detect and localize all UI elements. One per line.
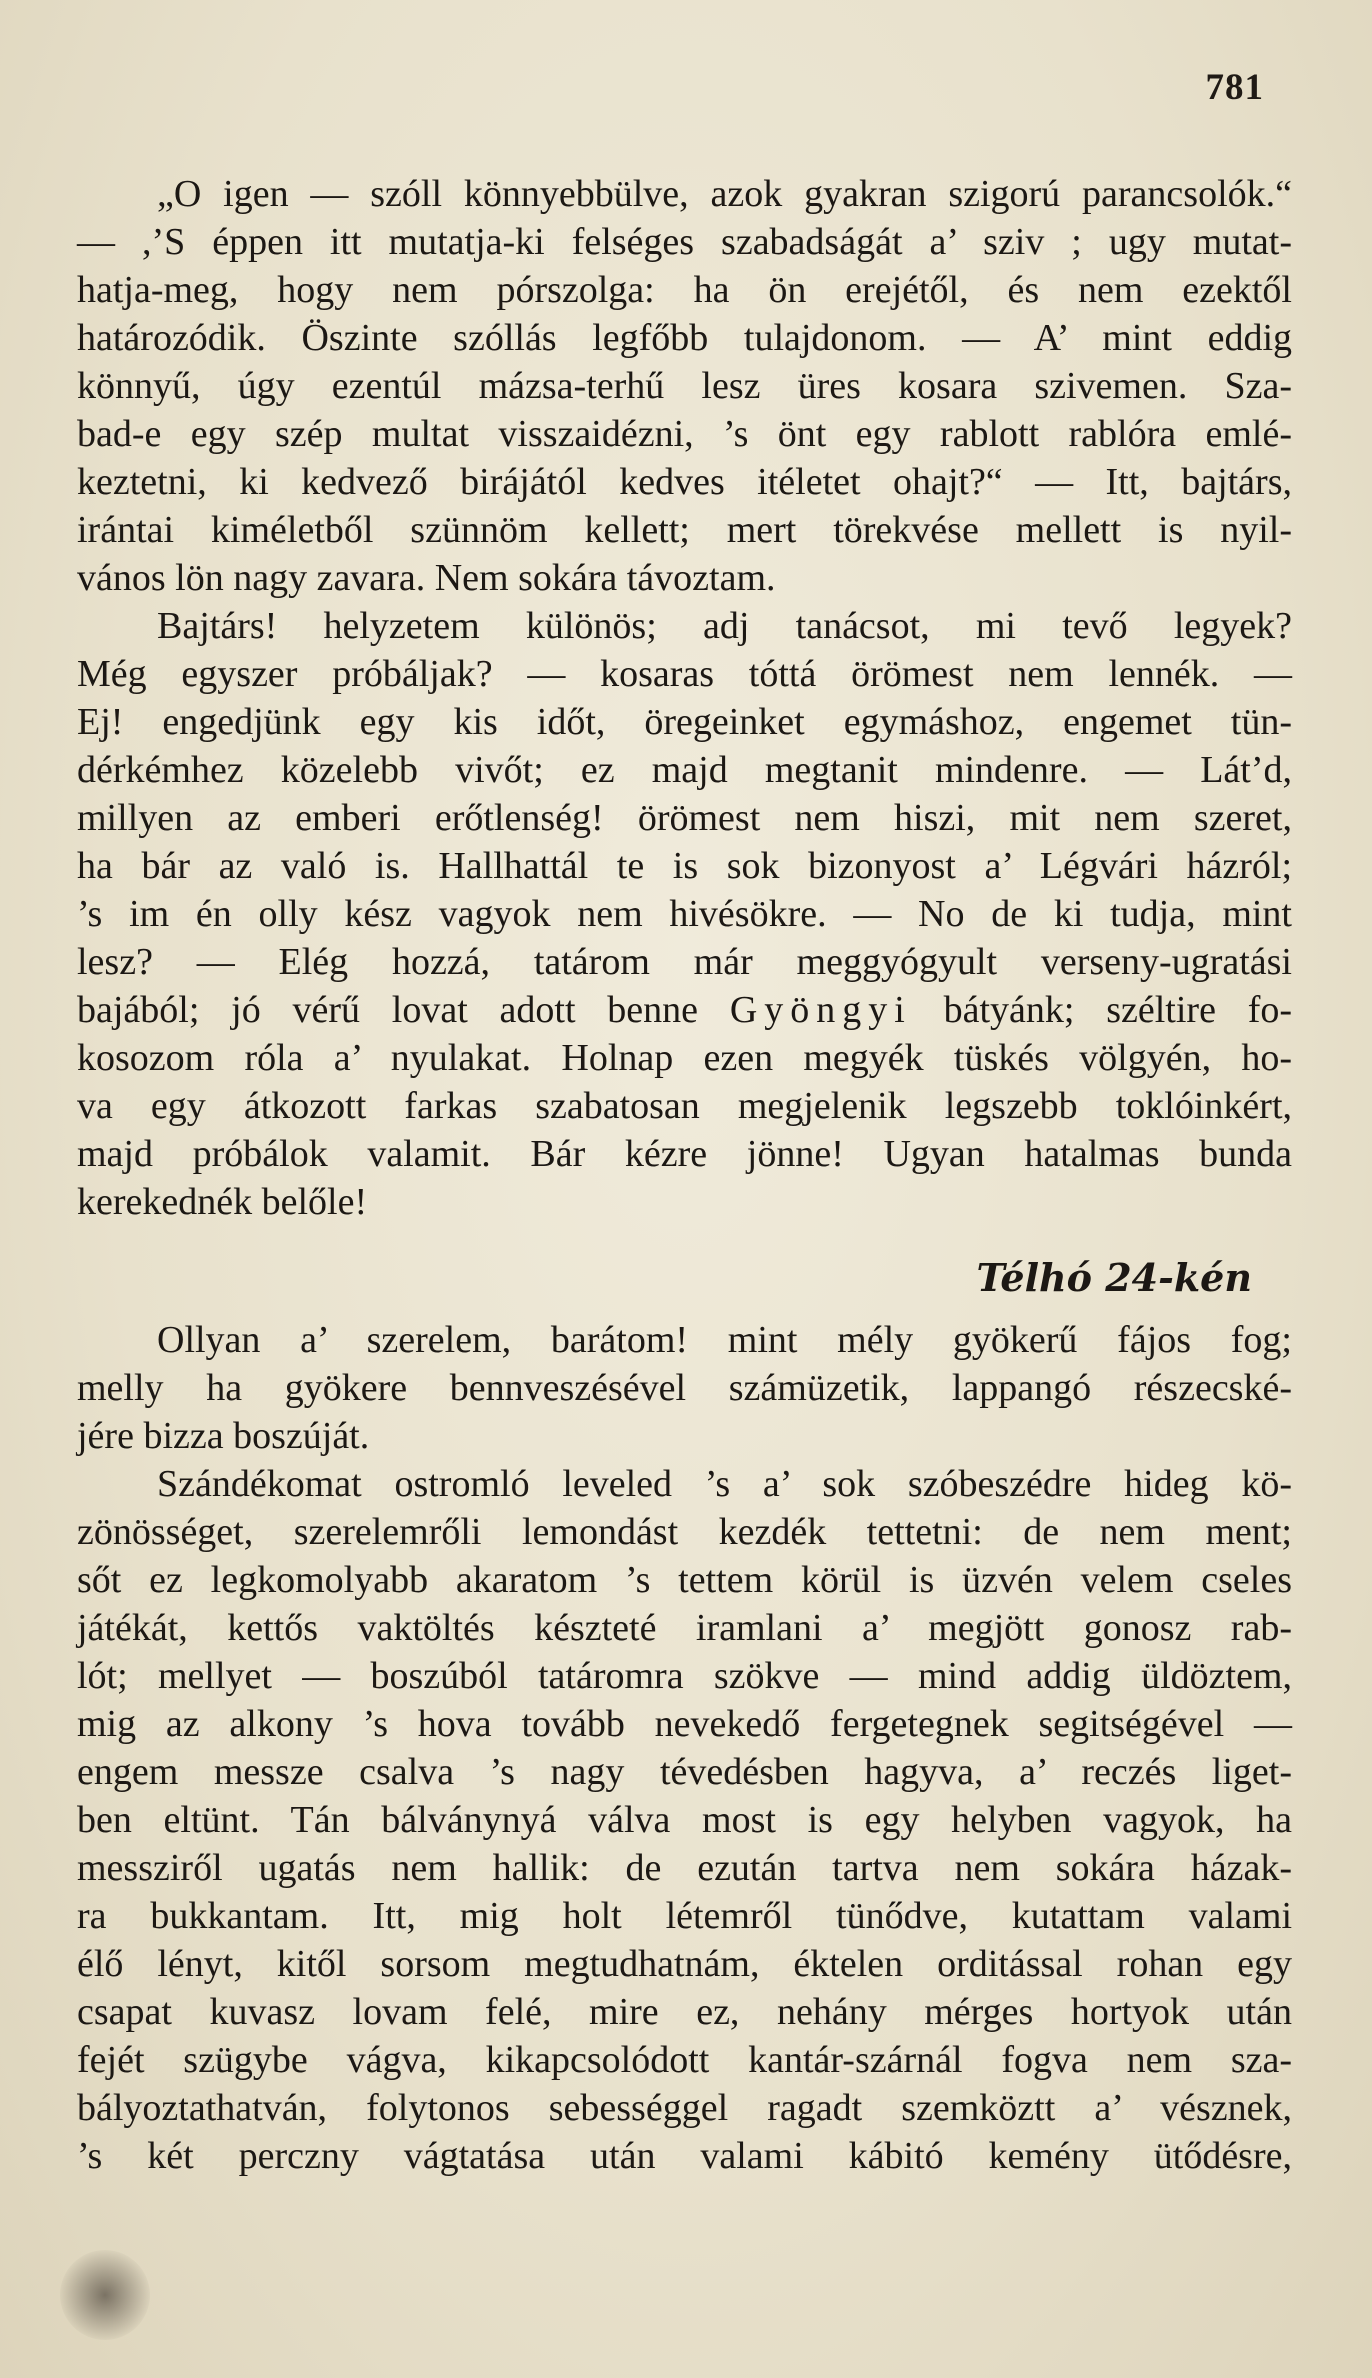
text-line: Ej! engedjünk egy kis időt, öregeinket egymáshoz, engemet tün- [77,701,1292,743]
text-line: Szándékomat ostromló leveled ’s a’ sok szóbeszédre hideg kö- [157,1463,1292,1505]
text-line: — ,’S éppen itt mutatja-ki felséges szabadságát a’ sziv ; ugy mutat- [77,221,1292,263]
page-number: 781 [1205,67,1264,108]
text-line: dérkémhez közelebb vivőt; ez majd megtanit mindenre. — Lát’d, [77,749,1292,791]
ink-blot [60,2250,150,2340]
text-line: Bajtárs! helyzetem különös; adj tanácsot, mi tevő legyek? [157,605,1292,647]
text-fragment: bátyánk; széltire fo- [943,989,1293,1031]
text-line: engem messze csalva ’s nagy tévedésben hagyva, a’ reczés liget- [77,1751,1292,1793]
text-fragment: bajából; jó vérű lovat adott benne [77,989,699,1031]
text-line: ben eltünt. Tán bálványnyá válva most is egy helyben vagyok, ha [77,1799,1292,1841]
text-line: jére bizza boszúját. [77,1415,370,1457]
text-line: ra bukkantam. Itt, mig holt létemről tünődve, kutattam valami [77,1895,1292,1937]
text-line: keztetni, ki kedvező birájától kedves itéletet ohajt?“ — Itt, bajtárs, [77,461,1292,503]
text-line: irántai kiméletből szünnöm kellett; mert törekvése mellett is nyil- [77,509,1292,551]
text-line: Még egyszer próbáljak? — kosaras tóttá örömest nem lennék. — [77,653,1292,695]
text-line: kerekednék belőle! [77,1181,368,1223]
text-line: „O igen — szóll könnyebbülve, azok gyakran szigorú parancsolók.“ [157,173,1292,215]
text-line-with-name [77,986,1292,1034]
text-line: zönösséget, szerelemrőli lemondást kezdék tettetni: de nem ment; [77,1511,1292,1553]
text-line: lesz? — Elég hozzá, tatárom már meggyógyult verseny-ugratási [77,941,1292,983]
body-text [77,170,1292,2180]
text-line: határozódik. Öszinte szóllás legfőbb tulajdonom. — A’ mint eddig [77,317,1292,359]
section-heading: Télhó 24-kén [976,1255,1252,1300]
text-line: könnyű, úgy ezentúl mázsa-terhű lesz üres kosara szivemen. Sza- [77,365,1292,407]
text-line: bályoztathatván, folytonos sebességgel ragadt szemköztt a’ vésznek, [77,2087,1292,2129]
text-line: ha bár az való is. Hallhattál te is sok bizonyost a’ Légvári házról; [77,845,1292,887]
text-line: csapat kuvasz lovam felé, mire ez, nehány mérges hortyok után [77,1991,1292,2033]
text-line: hatja-meg, hogy nem pórszolga: ha ön erejétől, és nem ezektől [77,269,1292,311]
text-line: millyen az emberi erőtlenség! örömest nem hiszi, mit nem szeret, [77,797,1292,839]
text-line: messziről ugatás nem hallik: de ezután tartva nem sokára házak- [77,1847,1292,1889]
text-line: vános lön nagy zavara. Nem sokára távoztam. [77,557,776,599]
text-line: mig az alkony ’s hova tovább nevekedő fergetegnek segitségével — [77,1703,1292,1745]
spaced-name: Gyöngyi [729,989,912,1031]
text-line: Ollyan a’ szerelem, barátom! mint mély gyökerű fájos fog; [157,1319,1292,1361]
text-line: melly ha gyökere bennveszésével számüzetik, lappangó részecské- [77,1367,1292,1409]
text-line: ’s két perczny vágtatása után valami kábitó kemény ütődésre, [77,2135,1292,2177]
text-line: kosozom róla a’ nyulakat. Holnap ezen megyék tüskés völgyén, ho- [77,1037,1292,1079]
text-line: bad-e egy szép multat visszaidézni, ’s önt egy rablott rablóra emlé- [77,413,1292,455]
text-line: játékát, kettős vaktöltés készteté iramlani a’ megjött gonosz rab- [77,1607,1292,1649]
text-line: sőt ez legkomolyabb akaratom ’s tettem körül is üzvén velem cseles [77,1559,1292,1601]
text-line: lót; mellyet — boszúból tatáromra szökve — mind addig üldöztem, [77,1655,1292,1697]
text-line: va egy átkozott farkas szabatosan megjelenik legszebb toklóinkért, [77,1085,1292,1127]
text-line: majd próbálok valamit. Bár kézre jönne! Ugyan hatalmas bunda [77,1133,1292,1175]
text-line: élő lényt, kitől sorsom megtudhatnám, éktelen orditással rohan egy [77,1943,1292,1985]
text-line: fejét szügybe vágva, kikapcsolódott kantár-szárnál fogva nem sza- [77,2039,1292,2081]
text-line: ’s im én olly kész vagyok nem hivésökre. — No de ki tudja, mint [77,893,1292,935]
